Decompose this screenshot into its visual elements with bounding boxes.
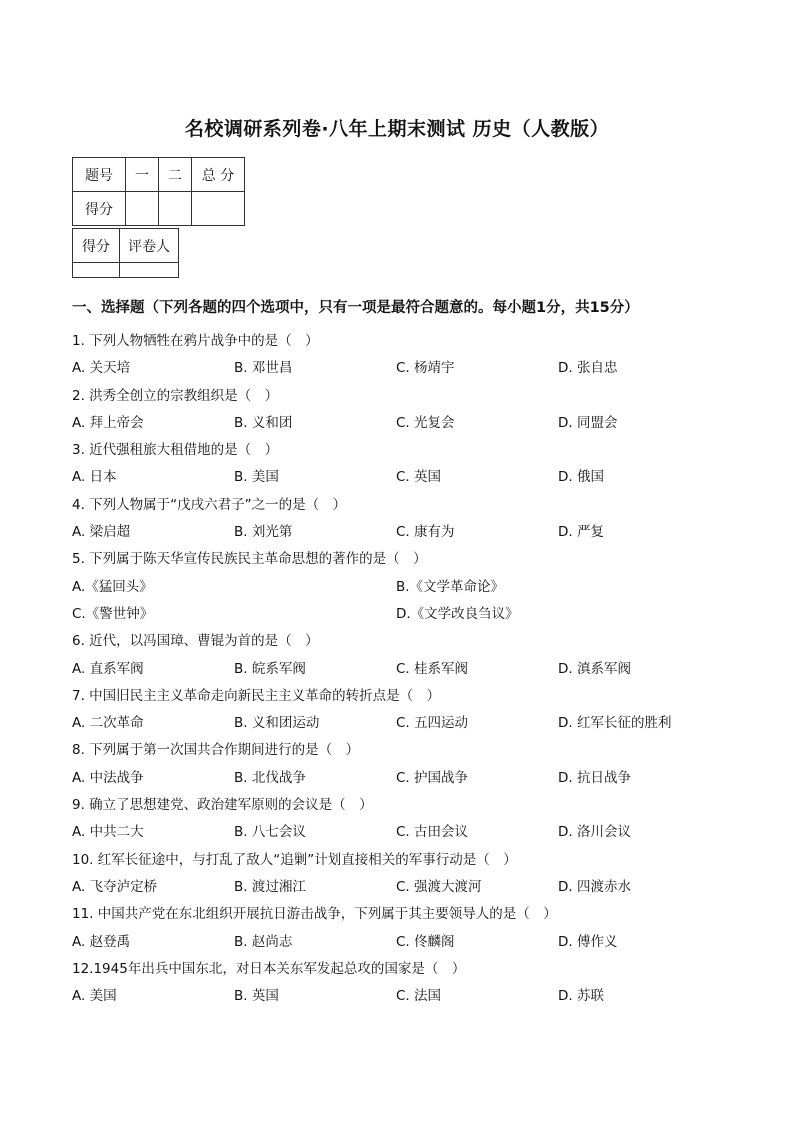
- grader-table: [72, 228, 179, 278]
- question-options: [72, 574, 732, 601]
- option-d[interactable]: D. 苏联: [558, 988, 604, 1005]
- option-a[interactable]: A. 赵登禹: [72, 933, 131, 950]
- option-c[interactable]: C. 光复会: [396, 414, 455, 431]
- grader-header-grader: 评卷人: [120, 229, 179, 263]
- option-a[interactable]: A. 中共二大: [72, 824, 144, 841]
- option-b[interactable]: B. 邓世昌: [234, 360, 293, 377]
- option-a[interactable]: A.《猛回头》: [72, 578, 153, 595]
- option-c[interactable]: C. 佟麟阁: [396, 933, 455, 950]
- option-a[interactable]: A. 关天培: [72, 360, 131, 377]
- score-table-score-row: [73, 192, 245, 226]
- question-options: [72, 929, 732, 956]
- option-a[interactable]: A. 日本: [72, 469, 117, 486]
- option-c[interactable]: C. 杨靖宇: [396, 360, 455, 377]
- grader-header-score: 得分: [73, 229, 120, 263]
- question-options: [72, 765, 732, 792]
- question-stem: 9. 确立了思想建党、政治建军原则的会议是（ ）: [72, 797, 373, 814]
- option-b[interactable]: B. 赵尚志: [234, 933, 293, 950]
- question-stem: 10. 红军长征途中，与打乱了敌人“追剿”计划直接相关的军事行动是（ ）: [72, 851, 517, 868]
- question-list: [72, 328, 732, 1010]
- question-stem: 5. 下列属于陈天华宣传民族民主革命思想的著作的是（ ）: [72, 551, 427, 568]
- grader-table-header-row: [73, 229, 179, 263]
- score-cell-part-1[interactable]: [126, 192, 159, 226]
- question-stem: 12.1945年出兵中国东北，对日本关东军发起总攻的国家是（ ）: [72, 960, 466, 977]
- option-d[interactable]: D. 抗日战争: [558, 769, 631, 786]
- option-a[interactable]: A. 二次革命: [72, 715, 144, 732]
- option-c[interactable]: C. 五四运动: [396, 715, 469, 732]
- question-options: [72, 656, 732, 683]
- grader-table-blank-row: [73, 263, 179, 278]
- question-stem: 7. 中国旧民主主义革命走向新民主主义革命的转折点是（ ）: [72, 687, 441, 704]
- option-c[interactable]: C.《警世钟》: [72, 605, 154, 622]
- score-table: [72, 157, 245, 226]
- question-options: [72, 819, 732, 846]
- option-b[interactable]: B. 渡过湘江: [234, 878, 306, 895]
- section-1-heading: 一、选择题（下列各题的四个选项中，只有一项是最符合题意的。每小题1分，共15分）: [72, 300, 639, 316]
- option-d[interactable]: D. 张自忠: [558, 360, 618, 377]
- question-options: [72, 874, 732, 901]
- option-a[interactable]: A. 直系军阀: [72, 660, 144, 677]
- option-b[interactable]: B. 美国: [234, 469, 279, 486]
- option-b[interactable]: B. 皖系军阀: [234, 660, 306, 677]
- score-cell-total[interactable]: [192, 192, 245, 226]
- option-c[interactable]: C. 强渡大渡河: [396, 878, 482, 895]
- score-cell-part-2[interactable]: [159, 192, 192, 226]
- option-b[interactable]: B.《文学革命论》: [396, 578, 505, 595]
- score-header-question-no: 题号: [73, 158, 126, 192]
- question-stem: 3. 近代强租旅大租借地的是（ ）: [72, 442, 279, 459]
- score-row-label: 得分: [73, 192, 126, 226]
- score-header-total: 总 分: [192, 158, 245, 192]
- question-options: [72, 601, 732, 628]
- option-c[interactable]: C. 康有为: [396, 524, 455, 541]
- question-stem: 8. 下列属于第一次国共合作期间进行的是（ ）: [72, 742, 360, 759]
- option-d[interactable]: D. 四渡赤水: [558, 878, 631, 895]
- option-d[interactable]: D. 傅作义: [558, 933, 618, 950]
- grader-cell-score[interactable]: [73, 263, 120, 278]
- score-table-header-row: [73, 158, 245, 192]
- option-d[interactable]: D. 同盟会: [558, 414, 618, 431]
- grader-cell-grader[interactable]: [120, 263, 179, 278]
- question-stem: 1. 下列人物牺牲在鸦片战争中的是（ ）: [72, 333, 319, 349]
- option-b[interactable]: B. 北伐战争: [234, 769, 306, 786]
- option-c[interactable]: C. 法国: [396, 988, 442, 1005]
- option-d[interactable]: D. 洛川会议: [558, 824, 631, 841]
- option-c[interactable]: C. 桂系军阀: [396, 660, 469, 677]
- question-options: [72, 355, 732, 382]
- option-a[interactable]: A. 美国: [72, 988, 117, 1005]
- question-options: [72, 710, 732, 737]
- question-stem: 2. 洪秀全创立的宗教组织是（ ）: [72, 387, 279, 404]
- option-d[interactable]: D. 红军长征的胜利: [558, 715, 672, 732]
- option-a[interactable]: A. 飞夺泸定桥: [72, 878, 158, 895]
- option-d[interactable]: D. 俄国: [558, 469, 604, 486]
- question-stem: 4. 下列人物属于“戊戌六君子”之一的是（ ）: [72, 496, 347, 513]
- option-b[interactable]: B. 八七会议: [234, 824, 306, 841]
- question-options: [72, 519, 732, 546]
- score-header-part-1: 一: [126, 158, 159, 192]
- option-d[interactable]: D. 滇系军阀: [558, 660, 631, 677]
- option-b[interactable]: B. 英国: [234, 988, 279, 1005]
- option-c[interactable]: C. 古田会议: [396, 824, 469, 841]
- question-stem: 6. 近代，以冯国璋、曹锟为首的是（ ）: [72, 633, 319, 650]
- option-c[interactable]: C. 英国: [396, 469, 442, 486]
- question-options: [72, 464, 732, 491]
- option-a[interactable]: A. 梁启超: [72, 524, 131, 541]
- question-options: [72, 410, 732, 437]
- option-b[interactable]: B. 义和团运动: [234, 715, 320, 732]
- option-d[interactable]: D. 严复: [558, 524, 604, 541]
- option-d[interactable]: D.《文学改良刍议》: [396, 605, 519, 622]
- option-b[interactable]: B. 刘光第: [234, 524, 293, 541]
- option-a[interactable]: A. 拜上帝会: [72, 414, 144, 431]
- option-c[interactable]: C. 护国战争: [396, 769, 469, 786]
- score-header-part-2: 二: [159, 158, 192, 192]
- option-a[interactable]: A. 中法战争: [72, 769, 144, 786]
- question-stem: 11. 中国共产党在东北组织开展抗日游击战争，下列属于其主要领导人的是（ ）: [72, 906, 557, 923]
- exam-title: 名校调研系列卷·八年上期末测试 历史（人教版）: [184, 118, 610, 140]
- option-b[interactable]: B. 义和团: [234, 414, 293, 431]
- question-options: [72, 983, 732, 1010]
